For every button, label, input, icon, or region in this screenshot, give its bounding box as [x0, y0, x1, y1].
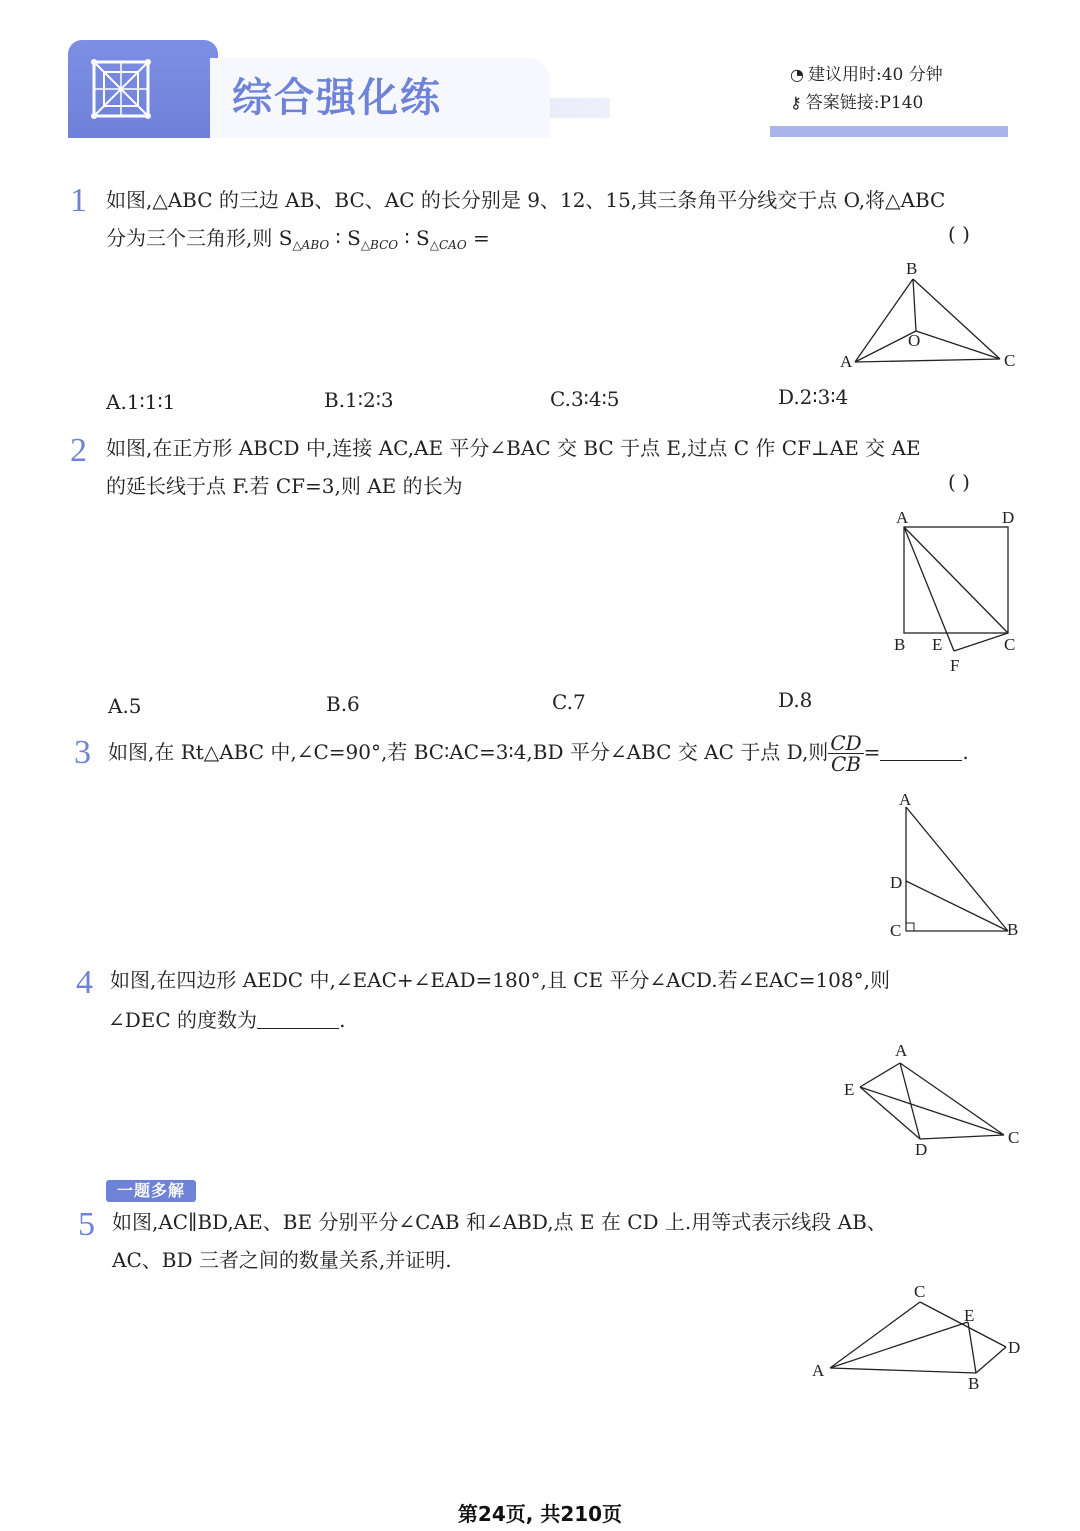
question-number-4: 4	[76, 964, 93, 1001]
q2-option-d[interactable]: D.8	[778, 688, 813, 712]
q3-answer-blank[interactable]	[880, 742, 962, 761]
q5-label-c: C	[914, 1282, 926, 1301]
answer-link: ⚷ 答案链接:P140	[790, 93, 924, 113]
q5-label-e: E	[964, 1306, 975, 1325]
suggested-time: ◔ 建议用时:40 分钟	[790, 65, 943, 85]
q1-label-a: A	[840, 352, 853, 371]
q4-label-d: D	[915, 1140, 928, 1159]
q3-label-a: A	[899, 790, 912, 809]
q5-figure	[800, 1275, 1030, 1395]
q4-label-c: C	[1008, 1128, 1020, 1147]
q1-option-d[interactable]: D.2∶3∶4	[778, 385, 849, 409]
clock-icon: ◔	[790, 65, 804, 84]
q5-text-line2: AC、BD 三者之间的数量关系,并证明.	[112, 1248, 452, 1272]
q5-label-a: A	[812, 1361, 825, 1380]
q2-figure	[880, 505, 1030, 680]
q1-figure	[830, 255, 1030, 380]
q1-option-c[interactable]: C.3∶4∶5	[550, 387, 620, 411]
q1-option-b[interactable]: B.1∶2∶3	[324, 388, 394, 412]
q3-text-line1: 如图,在 Rt△ABC 中,∠C=90°,若 BC∶AC=3∶4,BD 平分∠ABC 交 AC 于点 D,则 $\frac{CD}{CB}$ = .	[108, 731, 969, 776]
q2-text-line2: 的延长线于点 F.若 CF=3,则 AE 的长为	[106, 474, 463, 498]
key-icon: ⚷	[790, 93, 802, 112]
section-title: 综合强化练	[232, 75, 442, 121]
q3-label-b: B	[1007, 920, 1019, 939]
question-number-1: 1	[70, 182, 87, 219]
q2-label-c: C	[1004, 635, 1016, 654]
q2-label-e: E	[932, 635, 943, 654]
q1-answer-paren: ( )	[948, 222, 970, 246]
q2-label-b: B	[894, 635, 906, 654]
q2-label-d: D	[1002, 508, 1015, 527]
q1-text-line2: 分为三个三角形,则 $S_{\triangle ABO}$ ∶ $S_{\triangle BCO}$ ∶ $S_{\triangle CAO}$ =	[106, 226, 490, 252]
q4-label-a: A	[895, 1041, 908, 1060]
q4-answer-blank[interactable]	[257, 1010, 339, 1029]
multi-solution-badge: 一题多解	[106, 1180, 196, 1202]
q2-option-c[interactable]: C.7	[552, 690, 586, 714]
q5-text-line1: 如图,AC∥BD,AE、BE 分别平分∠CAB 和∠ABD,点 E 在 CD 上.用等式表示线段 AB、	[112, 1210, 887, 1234]
q2-answer-paren: ( )	[948, 470, 970, 494]
q3-figure	[880, 785, 1030, 945]
question-number-5: 5	[78, 1206, 95, 1243]
page-footer: 第24页, 共210页	[457, 1502, 623, 1526]
question-number-2: 2	[70, 432, 87, 469]
question-number-3: 3	[74, 734, 91, 771]
q2-option-b[interactable]: B.6	[326, 692, 360, 716]
q1-text-line1: 如图,△ABC 的三边 AB、BC、AC 的长分别是 9、12、15,其三条角平分线交于点 O,将△ABC	[106, 188, 946, 212]
q1-label-c: C	[1004, 351, 1016, 370]
q4-figure	[840, 1035, 1030, 1165]
q4-text-line1: 如图,在四边形 AEDC 中,∠EAC+∠EAD=180°,且 CE 平分∠ACD.若∠EAC=108°,则	[110, 968, 890, 992]
q3-label-c: C	[890, 921, 902, 940]
q1-option-a[interactable]: A.1∶1∶1	[106, 390, 176, 414]
q2-label-f: F	[950, 656, 960, 675]
q1-label-o: O	[908, 331, 921, 350]
q4-label-e: E	[844, 1080, 855, 1099]
q1-label-b: B	[906, 259, 918, 278]
q2-option-a[interactable]: A.5	[108, 694, 142, 718]
q5-label-d: D	[1008, 1338, 1021, 1357]
q2-text-line1: 如图,在正方形 ABCD 中,连接 AC,AE 平分∠BAC 交 BC 于点 E,过点 C 作 CF⊥AE 交 AE	[106, 436, 921, 460]
cube-logo-icon	[90, 58, 152, 120]
q2-label-a: A	[896, 508, 909, 527]
q3-label-d: D	[890, 873, 903, 892]
q3-fraction: $\frac{CD}{CB}$	[830, 731, 862, 776]
q5-label-b: B	[968, 1374, 980, 1393]
q4-text-line2: ∠DEC 的度数为 .	[108, 1008, 346, 1032]
